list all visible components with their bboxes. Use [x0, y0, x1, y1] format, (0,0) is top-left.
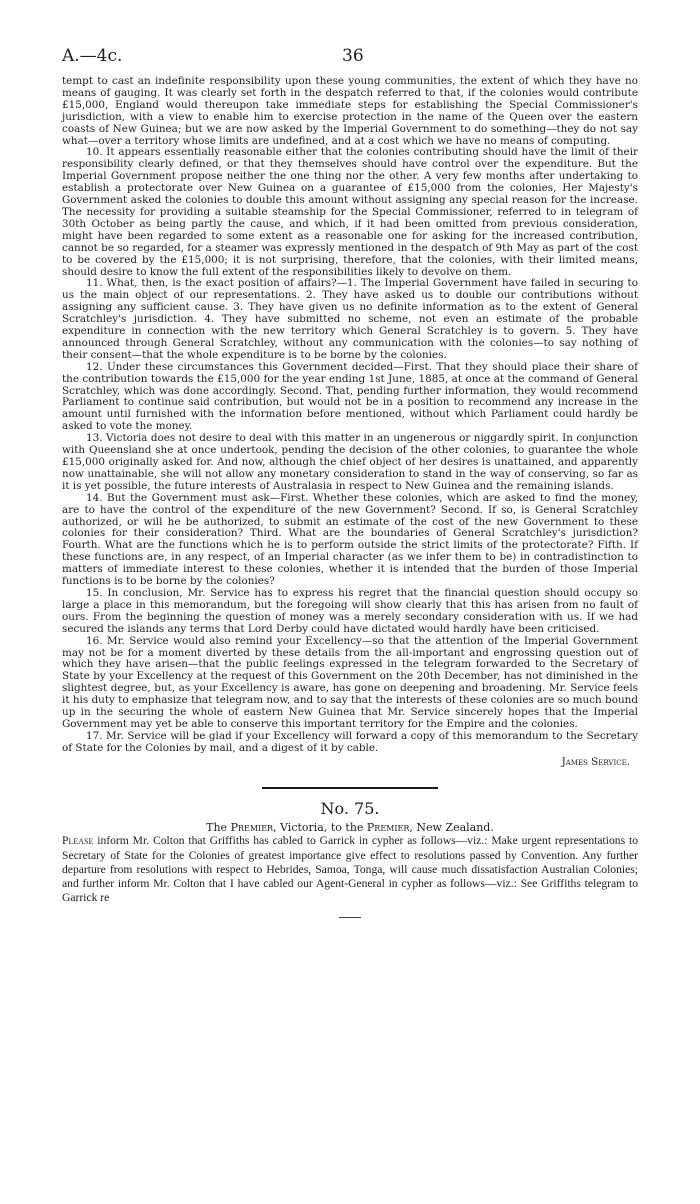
telegram-lead-word: Please [62, 834, 94, 848]
document-heading [62, 822, 638, 834]
page-number: 36 [342, 46, 364, 66]
page-header [62, 46, 638, 70]
heading-to-place: , New Zealand. [409, 821, 494, 835]
heading-prefix: The [206, 821, 231, 835]
section-divider [262, 787, 438, 789]
paragraph-17: 17. Mr. Service will be glad if your Excellency will forward a copy of this memorandum to the Secretary of State for the Colonies by mail, and a digest of it by cable. [62, 729, 638, 754]
parliamentary-paper-reference: A.—4c. [62, 46, 123, 66]
paragraph-15: 15. In conclusion, Mr. Service has to express his regret that the financial question should occupy so large a place in this memorandum, but the foregoing will show clearly that this has arisen from no fault of ours. From the beginning the question of money was a merely secondary consideration with us. If we had secured the islands any terms that Lord Derby could have dictated would hardly have been criticised. [62, 586, 638, 635]
heading-to-title: Premier [366, 821, 410, 835]
paragraph-14: 14. But the Government must ask—First. Whether these colonies, which are asked to find the money, are to have the control of the expenditure of the new Government? Second. If so, is General Scratchley authorized, or will he be authorized, to submit an estimate of the cost of the new Government to these colonies for their consideration? Third. What are the boundaries of General Scratchley's jurisdiction? Fourth. What are the functions which he is to perform outside the strict limits of the protectorate? Fifth. If these functions are, in any respect, of an Imperial character (as we infer them to be) in contradistinction to matters of immediate interest to these colonies, whether it is intended that the burden of those Imperial functions is to be borne by the colonies? [62, 491, 638, 588]
paragraph-13: 13. Victoria does not desire to deal with this matter in an ungenerous or niggardly spirit. In conjunction with Queensland she at once undertook, pending the decision of the other colonies, to guarantee the whole £15,000 originally asked for. And now, although the chief object of her desires is unattained, and apparently now unattainable, she will not allow any monetary consideration to stand in the way of conserving, so far as it is yet possible, the future interests of Australasia in respect to New Guinea and the remaining islands. [62, 432, 638, 492]
paragraph-continued: tempt to cast an indefinite responsibility upon these young communities, the extent of which they have no means of gauging. It was clearly set forth in the despatch referred to that, if the colonies would contribute £15,000, England would thereupon take immediate steps for establishing the Special Commissioner's jurisdiction, with a view to enable him to exercise protection in the name of the Queen over the eastern coasts of New Guinea; but we are now asked by the Imperial Government to do something—they do not say what—over a territory whose limits are undefined, and at a cost which we have no means of computing. [62, 75, 638, 147]
paragraph-12: 12. Under these circumstances this Government decided—First. That they should place their share of the contribution towards the £15,000 for the year ending 1st June, 1885, at once at the command of General Scratchley, which was done accordingly. Second. That, pending further information, they would recommend Parliament to continue said contribution, but would not be in a position to recommend any increase in the amount until furnished with the information before mentioned, without which Parliament could hardly be asked to vote the money. [62, 360, 638, 433]
paragraph-11: 11. What, then, is the exact position of affairs?—1. The Imperial Government have failed in securing to us the main object of our representations. 2. They have asked us to double our contributions without assigning any sufficient cause. 3. They have given us no definite information as to the extent of General Scratchley's jurisdiction. 4. They have submitted no scheme, not even an estimate of the probable expenditure in connection with the new territory which General Scratchley is to govern. 5. They have announced through General Scratchley, without any communication with the colonies—to say nothing of their consent—that the whole expenditure is to be borne by the colonies. [62, 277, 638, 361]
heading-from-place: , Victoria, to the [273, 821, 367, 835]
document-number: No. 75. [320, 798, 380, 818]
paragraph-10: 10. It appears essentially reasonable either that the colonies contributing should have the limit of their responsibility clearly defined, or that they themselves should have control over the expenditure. But the Imperial Government propose neither the one thing nor the other. A very few months after undertaking to establish a protectorate over New Guinea on a guarantee of £15,000 from the colonies, Her Majesty's Government asked the colonies to double this amount without assigning any special reason for the increase. The necessity for providing a suitable steamship for the Special Commissioner, referred to in telegram of 30th October as being partly the cause, and which, if it had been omitted from previous consideration, might have been regarded to some extent as a reasonable one for asking for the increased contribution, cannot be so regarded, for a steamer was expressly mentioned in the despatch of 9th May as part of the cost to be covered by the £15,000; it is not surprising, therefore, that the colonies, with their limited means, should desire to know the full extent of the responsibilities likely to devolve on them. [62, 146, 638, 278]
telegram-body: inform Mr. Colton that Griffiths has cabled to Garrick in cypher as follows—viz.: Make urgent representations to Secretary of State for the Colonies of greatest importance give effect to resolutions passed by Convention. Any further departure from resolutions with respect to Hebrides, Samoa, Tonga, will cause much dissatisfaction Australian Colonies; and further inform Mr. Colton that I have cabled our Agent-General in cypher as follows—viz.: See Griffiths telegram to Garrick re [62, 834, 638, 905]
signature: James Service. [561, 755, 630, 768]
paragraph-16: 16. Mr. Service would also remind your Excellency—so that the attention of the Imperial Government may not be for a moment diverted by these details from the all-important and engrossing question out of which they have arisen—that the public feelings expressed in the telegram forwarded to the Secretary of State by your Excellency at the request of this Government on the 20th December, has not diminished in the slightest degree, but, as your Excellency is aware, has gone on deepening and broadening. Mr. Service feels it his duty to emphasize that telegram now, and to say that the interests of these colonies are so much bound up in the securing the whole of eastern New Guinea that Mr. Service sincerely hopes that the Imperial Government may yet be able to conserve this important territory for the Empire and the colonies. [62, 634, 638, 730]
heading-from-title: Premier [230, 821, 274, 835]
memorandum-body [62, 76, 638, 918]
telegram-text [62, 834, 638, 905]
continuation-mark [339, 917, 361, 918]
